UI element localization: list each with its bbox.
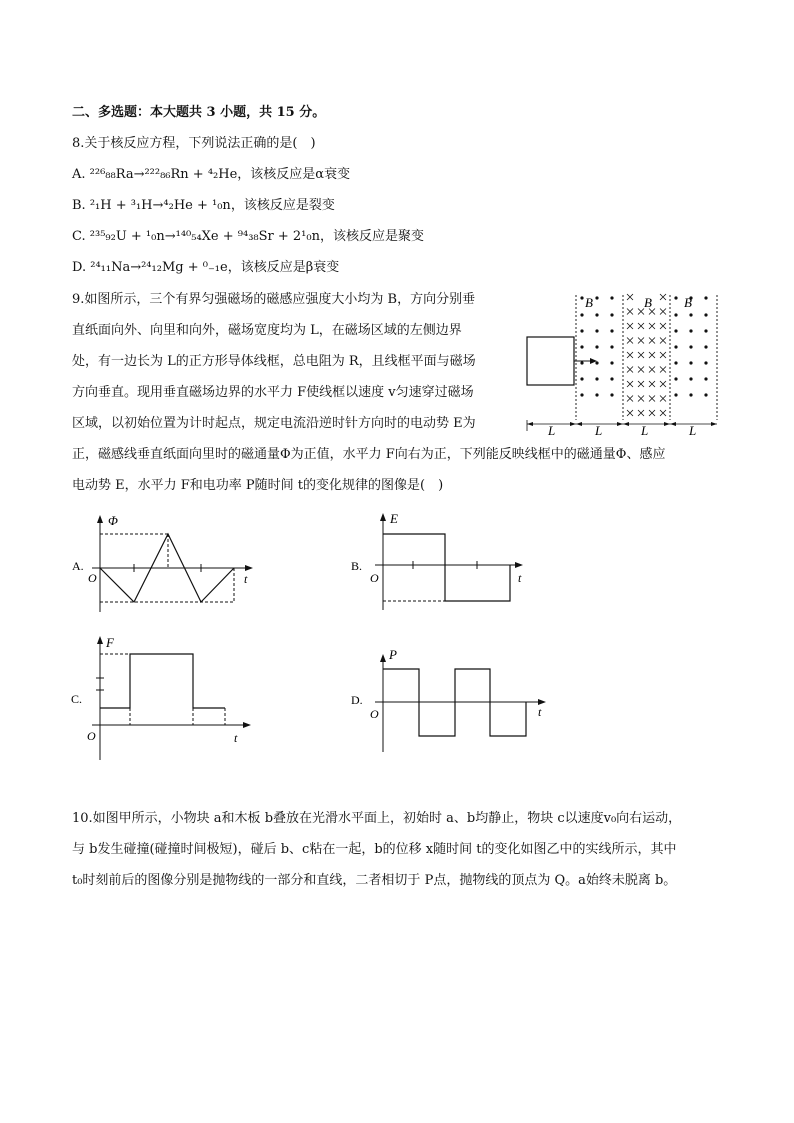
option-label: C. (71, 692, 83, 706)
field-out-dot (674, 361, 677, 364)
field-out-dot (674, 377, 677, 380)
field-out-dot (595, 345, 598, 348)
field-in-cross (649, 352, 655, 358)
field-in-cross (660, 410, 666, 416)
field-in-cross (660, 396, 666, 402)
q9-text-line: 区域，以初始位置为计时起点，规定电流沿逆时针方向时的电动势 E为 (72, 416, 476, 431)
field-in-cross (627, 338, 633, 344)
q8-stem: 8.关于核反应方程，下列说法正确的是( ) (72, 136, 316, 151)
origin-label: O (370, 707, 379, 721)
field-out-dot (689, 393, 692, 396)
equation: ²⁴₁₁Na→²⁴₁₂Mg + ⁰₋₁e (90, 260, 228, 275)
field-out-dot (580, 313, 583, 316)
field-out-dot (595, 296, 598, 299)
field-out-dot (704, 345, 707, 348)
field-out-dot (704, 296, 707, 299)
field-in-cross (638, 410, 644, 416)
field-out-dot (595, 361, 598, 364)
q9-text-line: 正，磁感线垂直纸面向里时的磁通量Φ为正值，水平力 F向右为正，下列能反映线框中的磁通量Φ、感应 (72, 447, 666, 462)
equation: ²₁H + ³₁H→⁴₂He + ¹₀n (89, 198, 231, 213)
field-in-cross (627, 410, 633, 416)
option-label: D. (351, 693, 363, 707)
option-label: A. (72, 559, 84, 573)
field-in-cross (638, 396, 644, 402)
axis-xlabel: t (518, 571, 522, 585)
equation: ²³⁵₉₂U + ¹₀n→¹⁴⁰₅₄Xe + ⁹⁴₃₈Sr + 2¹₀n (89, 229, 320, 244)
q8-option-d (72, 259, 339, 277)
field-in-cross (649, 367, 655, 373)
field-in-cross (660, 323, 666, 329)
axis-xlabel: t (244, 572, 248, 586)
origin-label: O (87, 729, 96, 743)
l-label-3: L (641, 423, 649, 438)
origin-label: O (370, 571, 379, 585)
q9-text-line: 电动势 E，水平力 F和电功率 P随时间 t的变化规律的图像是( ) (72, 478, 444, 493)
field-in-cross (627, 352, 633, 358)
field-in-cross (660, 381, 666, 387)
axis-xlabel: t (538, 705, 542, 719)
l-label-1: L (548, 423, 556, 438)
field-out-dot (689, 361, 692, 364)
field-out-dot (674, 329, 677, 332)
field-in-cross (660, 338, 666, 344)
graph-c-force (70, 630, 260, 765)
b-label-3: B (684, 295, 692, 310)
field-out-dot (610, 329, 613, 332)
option-label: D. (72, 260, 87, 275)
option-text: ，该核反应是β衰变 (227, 260, 340, 275)
field-out-dot (610, 393, 613, 396)
field-in-cross (660, 294, 666, 300)
b-label-2: B (644, 295, 652, 310)
magnetic-field-figure (520, 288, 730, 438)
q8-option-b (72, 197, 335, 215)
field-in-cross (627, 381, 633, 387)
field-out-dot (704, 377, 707, 380)
l-label-4: L (689, 423, 697, 438)
option-label: B. (351, 559, 363, 573)
field-out-dot (689, 313, 692, 316)
b-label-1: B (585, 295, 593, 310)
field-out-dot (674, 345, 677, 348)
q10-text-line: 与 b发生碰撞(碰撞时间极短)，碰后 b、c粘在一起，b的位移 x随时间 t的变化如图乙中的实线所示，其中 (72, 842, 677, 857)
graph-d-power (345, 640, 550, 755)
field-out-dot (580, 329, 583, 332)
q10-text-line: t₀时刻前后的图像分别是抛物线的一部分和直线，二者相切于 P点，抛物线的顶点为 Q。a始终未脱离 b。 (72, 873, 677, 888)
q10-text-line: 10.如图甲所示，小物块 a和木板 b叠放在光滑水平面上，初始时 a、b均静止，物块 c以速度v₀向右运动， (72, 811, 682, 826)
field-out-dot (595, 377, 598, 380)
field-in-cross (627, 309, 633, 315)
field-out-dot (580, 345, 583, 348)
field-in-cross (638, 323, 644, 329)
field-in-cross (649, 396, 655, 402)
q9-text-line: 方向垂直。现用垂直磁场边界的水平力 F使线框以速度 v匀速穿过磁场 (72, 385, 474, 400)
axis-xlabel: t (234, 731, 238, 745)
option-text: ，该核反应是聚变 (319, 229, 424, 244)
axis-ylabel: Φ (108, 513, 118, 528)
graph-b-emf (345, 510, 535, 610)
field-in-cross (660, 367, 666, 373)
field-in-cross (649, 338, 655, 344)
field-out-dot (580, 393, 583, 396)
option-label: C. (72, 229, 86, 244)
field-in-cross (649, 410, 655, 416)
q9-text-line: 直纸面向外、向里和向外，磁场宽度均为 L，在磁场区域的左侧边界 (72, 323, 462, 338)
field-out-dot (674, 296, 677, 299)
axis-ylabel: P (389, 647, 397, 662)
field-in-cross (649, 381, 655, 387)
field-out-dot (689, 329, 692, 332)
section-title: 二、多选题：本大题共 3 小题，共 15 分。 (72, 105, 326, 120)
field-out-dot (580, 377, 583, 380)
field-out-dot (580, 361, 583, 364)
field-in-cross (627, 294, 633, 300)
field-out-dot (704, 393, 707, 396)
field-out-dot (610, 345, 613, 348)
field-out-dot (580, 296, 583, 299)
q9-text-line: 9.如图所示，三个有界匀强磁场的磁感应强度大小均为 B，方向分别垂 (72, 292, 476, 307)
field-in-cross (638, 352, 644, 358)
field-in-cross (627, 396, 633, 402)
field-out-dot (610, 313, 613, 316)
field-out-dot (595, 393, 598, 396)
graph-a-flux (70, 510, 260, 615)
field-in-cross (638, 367, 644, 373)
origin-label: O (88, 571, 97, 585)
field-out-dot (595, 329, 598, 332)
option-text: ，该核反应是α衰变 (237, 167, 351, 182)
field-out-dot (610, 377, 613, 380)
field-in-cross (627, 367, 633, 373)
l-label-2: L (595, 423, 603, 438)
q8-option-a (72, 166, 350, 184)
equation: ²²⁶₈₈Ra→²²²₈₆Rn + ⁴₂He (89, 167, 238, 182)
field-in-cross (638, 381, 644, 387)
q9-text-line: 处，有一边长为 L的正方形导体线框，总电阻为 R，且线框平面与磁场 (72, 354, 476, 369)
field-out-dot (595, 313, 598, 316)
field-out-dot (689, 345, 692, 348)
field-out-dot (704, 313, 707, 316)
field-out-dot (610, 361, 613, 364)
field-out-dot (704, 329, 707, 332)
square-coil (527, 337, 574, 385)
field-in-cross (660, 352, 666, 358)
q8-option-c (72, 228, 424, 246)
axis-ylabel: E (390, 511, 398, 526)
field-out-dot (674, 313, 677, 316)
option-label: B. (72, 198, 86, 213)
axis-ylabel: F (106, 635, 114, 650)
field-out-dot (610, 296, 613, 299)
field-in-cross (638, 338, 644, 344)
field-out-dot (704, 361, 707, 364)
field-in-cross (627, 323, 633, 329)
field-in-cross (660, 309, 666, 315)
option-text: ，该核反应是裂变 (230, 198, 335, 213)
field-out-dot (674, 393, 677, 396)
field-in-cross (649, 323, 655, 329)
option-label: A. (72, 167, 86, 182)
field-out-dot (689, 377, 692, 380)
